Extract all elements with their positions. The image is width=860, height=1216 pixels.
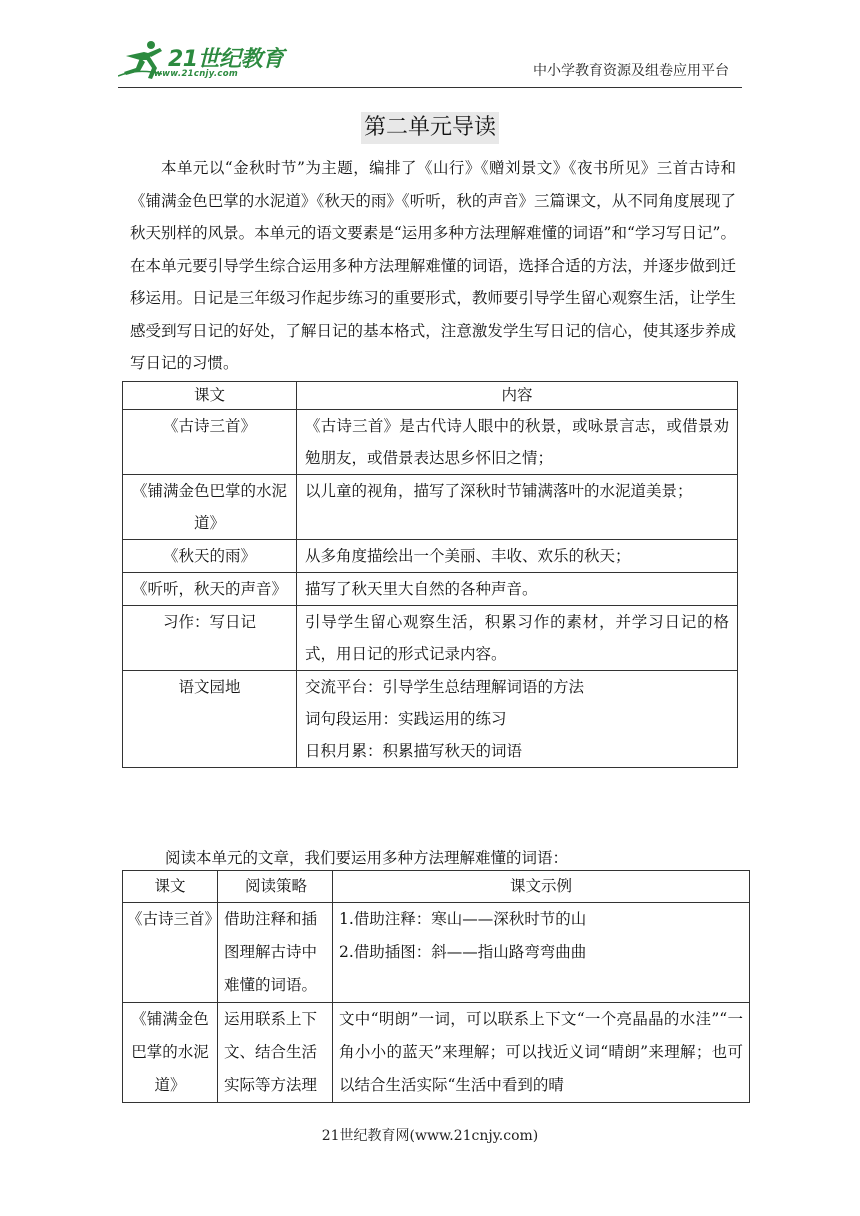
reading-strategy-body bbox=[123, 903, 750, 1103]
header-divider bbox=[118, 87, 742, 88]
lesson-cell: 《古诗三首》 bbox=[123, 410, 297, 475]
table-row bbox=[123, 475, 738, 540]
content-line: 词句段运用：实践运用的练习 bbox=[305, 710, 507, 728]
intro-paragraph: 本单元以“金秋时节”为主题，编排了《山行》《赠刘景文》《夜书所见》三首古诗和《铺满金色巴掌的水泥道》《秋天的雨》《听听，秋的声音》三篇课文，从不同角度展现了秋天别样的风景。本单元的语文要素是“运用多种方法理解难懂的词语”和“学习写日记”。在本单元要引导学生综合运用多种方法理解难懂的词语，选择合适的方法，并逐步做到迁移运用。日记是三年级习作起步练习的重要形式，教师要引导学生留心观察生活，让学生感受到写日记的好处，了解日记的基本格式，注意激发学生写日记的信心，使其逐步养成写日记的习惯。 bbox=[130, 159, 736, 372]
page-title-text: 第二单元导读 bbox=[361, 112, 499, 144]
logo-text: 21世纪教育 bbox=[168, 47, 284, 72]
lesson-content-body bbox=[123, 410, 738, 768]
lesson-cell: 《铺满金色巴掌的水泥道》 bbox=[123, 1003, 218, 1103]
page-footer: 21世纪教育网(www.21cnjy.com) bbox=[321, 1128, 539, 1144]
content-line: 描写了秋天里大自然的各种声音。 bbox=[305, 580, 538, 598]
column-header-lesson: 课文 bbox=[123, 382, 297, 410]
platform-name: 中小学教育资源及组卷应用平台 bbox=[533, 63, 729, 79]
example-line: 2.借助插图：斜——指山路弯弯曲曲 bbox=[339, 943, 587, 961]
lesson-cell: 语文园地 bbox=[123, 671, 297, 768]
reading-strategy-table bbox=[122, 870, 750, 1103]
content-line: 《古诗三首》是古代诗人眼中的秋景，或咏景言志，或借景劝勉朋友，或借景表达思乡怀旧之情； bbox=[305, 417, 729, 467]
table-row bbox=[123, 1003, 750, 1103]
content-cell bbox=[297, 475, 738, 540]
table-row bbox=[123, 903, 750, 1003]
column-header-content: 内容 bbox=[297, 382, 738, 410]
table-row bbox=[123, 606, 738, 671]
lesson-cell: 《铺满金色巴掌的水泥道》 bbox=[123, 475, 297, 540]
content-line: 引导学生留心观察生活，积累习作的素材，并学习日记的格式，用日记的形式记录内容。 bbox=[305, 613, 729, 663]
table-row bbox=[123, 573, 738, 606]
content-line: 以儿童的视角，描写了深秋时节铺满落叶的水泥道美景； bbox=[305, 482, 693, 500]
column-header-example: 课文示例 bbox=[333, 871, 750, 903]
page-header bbox=[0, 0, 860, 100]
example-line: 文中“明朗”一词，可以联系上下文“一个亮晶晶的水洼”“一角小小的蓝天”来理解；可以找近义词“晴朗”来理解；也可以结合生活实际“生活中看到的晴 bbox=[339, 1010, 743, 1094]
lesson-cell: 习作：写日记 bbox=[123, 606, 297, 671]
content-line: 交流平台：引导学生总结理解词语的方法 bbox=[305, 678, 585, 696]
example-cell bbox=[333, 1003, 750, 1103]
strategy-cell: 运用联系上下文、结合生活实际等方法理 bbox=[218, 1003, 333, 1103]
table-row bbox=[123, 540, 738, 573]
column-header-lesson: 课文 bbox=[123, 871, 218, 903]
strategy-lead-text: 阅读本单元的文章，我们要运用多种方法理解难懂的词语： bbox=[165, 849, 569, 867]
logo bbox=[118, 38, 288, 88]
lesson-content-table bbox=[122, 381, 738, 768]
content-cell bbox=[297, 606, 738, 671]
content-line: 从多角度描绘出一个美丽、丰收、欢乐的秋天； bbox=[305, 547, 631, 565]
page-title bbox=[0, 112, 860, 144]
table-row bbox=[123, 671, 738, 768]
content-cell bbox=[297, 410, 738, 475]
lesson-cell: 《听听，秋天的声音》 bbox=[123, 573, 297, 606]
content-line: 日积月累：积累描写秋天的词语 bbox=[305, 742, 523, 760]
table-row bbox=[123, 410, 738, 475]
content-cell bbox=[297, 671, 738, 768]
content-cell bbox=[297, 540, 738, 573]
lesson-cell: 《秋天的雨》 bbox=[123, 540, 297, 573]
column-header-strategy: 阅读策略 bbox=[218, 871, 333, 903]
example-cell bbox=[333, 903, 750, 1003]
content-cell bbox=[297, 573, 738, 606]
strategy-cell: 借助注释和插图理解古诗中难懂的词语。 bbox=[218, 903, 333, 1003]
table-header-row bbox=[123, 871, 750, 903]
table-header-row bbox=[123, 382, 738, 410]
example-line: 1.借助注释：寒山——深秋时节的山 bbox=[339, 910, 587, 928]
logo-url: www.21cnjy.com bbox=[154, 69, 238, 79]
lesson-cell: 《古诗三首》 bbox=[123, 903, 218, 1003]
